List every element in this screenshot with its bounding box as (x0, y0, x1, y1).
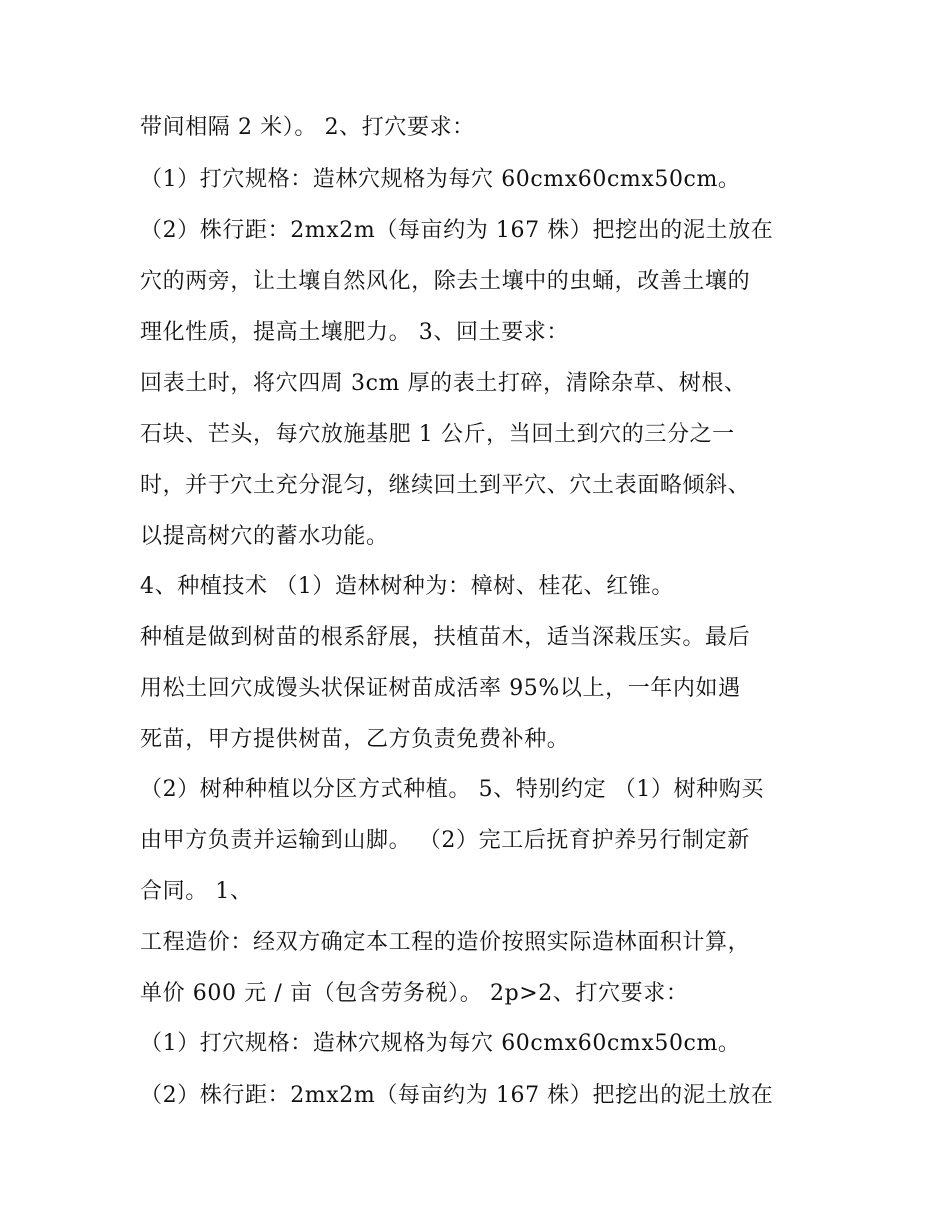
text-line: 工程造价：经双方确定本工程的造价按照实际造林面积计算， (140, 930, 751, 955)
text-line: 用松土回穴成馒头状保证树苗成活率 95%以上，一年内如遇 (140, 676, 741, 701)
text-line: （2）株行距：2mx2m（每亩约为 167 株）把挖出的泥土放在 (140, 1083, 774, 1108)
text-line: （1）打穴规格：造林穴规格为每穴 60cmx60cmx50cm。 (140, 1031, 741, 1056)
text-line: 4、种植技术 （1）造林树种为：樟树、桂花、红锥。 (140, 574, 674, 599)
text-line: （1）打穴规格：造林穴规格为每穴 60cmx60cmx50cm。 (140, 167, 741, 192)
text-line: 以提高树穴的蓄水功能。 (140, 524, 389, 549)
text-line: 单价 600 元 / 亩（包含劳务税）。 2p>2、打穴要求： (140, 981, 689, 1006)
text-line: 理化性质，提高土壤肥力。 3、回土要求： (140, 320, 569, 345)
text-line: 由甲方负责并运输到山脚。 （2）完工后抚育护养另行制定新 (140, 828, 750, 853)
text-line: 石块、芒头，每穴放施基肥 1 公斤，当回土到穴的三分之一 (140, 422, 735, 447)
text-line: 穴的两旁，让土壤自然风化，除去土壤中的虫蛹，改善土壤的 (140, 269, 751, 294)
text-line: 回表土时，将穴四周 3cm 厚的表土打碎，清除杂草、树根、 (140, 371, 747, 396)
text-line: 时，并于穴土充分混匀，继续回土到平穴、穴土表面略倾斜、 (140, 473, 751, 498)
text-line: 死苗，甲方提供树苗，乙方负责免费补种。 (140, 727, 570, 752)
text-line: （2）株行距：2mx2m（每亩约为 167 株）把挖出的泥土放在 (140, 218, 774, 243)
text-line: 带间相隔 2 米）。 2、打穴要求： (140, 115, 475, 140)
text-line: 合同。 1、 (140, 879, 253, 904)
text-line: 种植是做到树苗的根系舒展，扶植苗木，适当深栽压实。最后 (140, 625, 751, 650)
text-line: （2）树种种植以分区方式种植。 5、特别约定 （1）树种购买 (140, 777, 764, 802)
